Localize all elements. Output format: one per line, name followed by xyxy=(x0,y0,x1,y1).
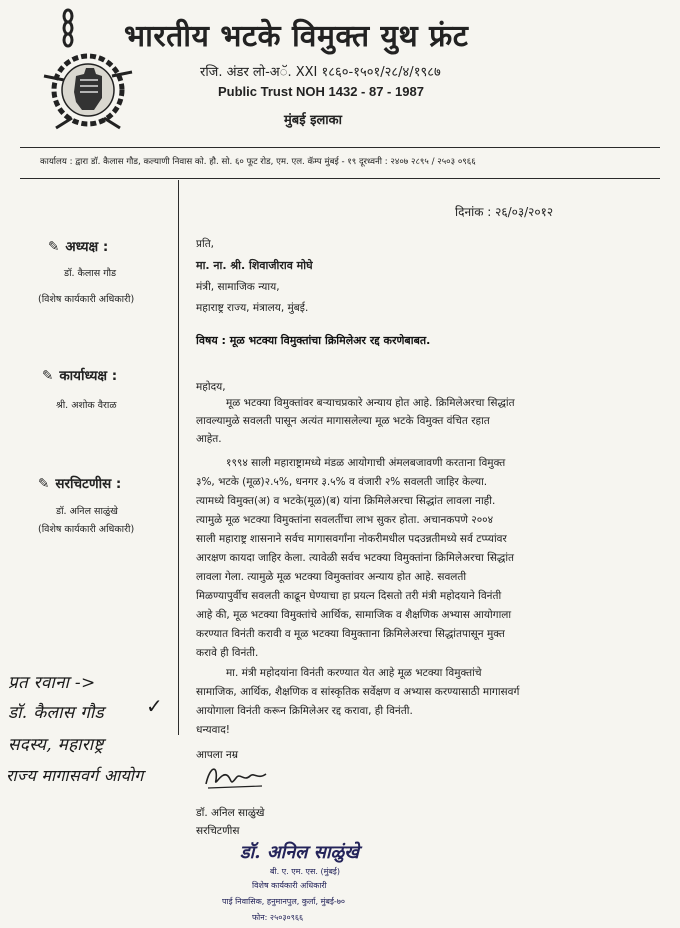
region-label: मुंबई इलाका xyxy=(284,113,343,128)
letter-subject: विषय : मूळ भटक्या विमुक्तांचा क्रिमिलेअर रद्द करणेबाबत. xyxy=(196,334,431,347)
role-president xyxy=(48,237,108,255)
recipient-line: मंत्री, सामाजिक न्याय, xyxy=(196,281,280,293)
recipient-line: महाराष्ट्र राज्य, मंत्रालय, मुंबई. xyxy=(196,302,309,314)
salutation: महोदय, xyxy=(196,381,226,393)
general-secretary-name: डॉ. अनिल साळुंखे xyxy=(56,506,118,517)
body-line: १९९४ साली महाराष्ट्रामध्ये मंडळ आयोगाची अंमलबजावणी करताना विमुक्त xyxy=(226,457,506,469)
stamp-line: बी. ए. एम. एस. (मुंबई) xyxy=(270,867,340,876)
check-mark-icon: ✓ xyxy=(146,694,163,718)
body-line: सामाजिक, आर्थिक, शैक्षणिक व सांस्कृतिक सर्वेक्षण व अभ्यास करण्यासाठी मागासवर्ग xyxy=(196,686,520,698)
body-line: आहेत. xyxy=(196,433,222,445)
handwritten-line: डॉ. कैलास गौड xyxy=(8,703,104,723)
body-line: आरक्षण कायदा जाहिर केला. त्यावेळी सर्वच भटक्या विमुक्तांना क्रिमिलेअरचा सिद्धांत xyxy=(196,552,515,564)
president-name: डॉ. कैलास गौड xyxy=(64,268,117,279)
pen-icon: ✎ xyxy=(38,476,50,492)
stamp-line: विशेष कार्यकारी अधिकारी xyxy=(252,881,327,890)
body-line: त्यामुळे मूळ भटक्या विमुक्तांना सवलतींचा लाभ सुकर होता. अचानकपणे २००४ xyxy=(196,514,494,526)
body-line: आहे की, मूळ भटक्या विमुक्तांचे आर्थिक, सामाजिक व शैक्षणिक अभ्यास आयोगाला xyxy=(196,609,512,621)
signatory-title: सरचिटणीस xyxy=(196,825,240,837)
stamp-line: पाई निवासिक, हनुमानपुल, कुर्ला, मुंबई-७० xyxy=(222,897,346,906)
handwritten-line: राज्य मागासवर्ग आयोग xyxy=(6,766,144,785)
body-line: करावे ही विनंती. xyxy=(196,647,259,659)
body-line: मूळ भटक्या विमुक्तांवर बऱ्याचप्रकारे अन्याय होत आहे. क्रिमिलेअरचा सिद्धांत xyxy=(226,397,515,409)
president-title: (विशेष कार्यकारी अधिकारी) xyxy=(38,294,135,305)
registration-number: रजि. अंडर लो-अॅ. XXI १८६०-१५०१/२८/४/१९८७ xyxy=(200,65,441,80)
role-label: सरचिटणीस : xyxy=(55,476,122,492)
public-trust-number: Public Trust NOH 1432 - 87 - 1987 xyxy=(218,84,424,99)
recipient-line: प्रति, xyxy=(196,238,215,250)
body-line: मिळण्यापुर्वीच सवलती काढून घेण्याचा हा प्रयत्न दिसतो तरी मंत्री महोदयाने विनंती xyxy=(196,590,502,602)
body-line: लावल्यामुळे सवलती पासून अत्यंत मागासलेल्या मूळ भटके विमुक्त वंचित रहात xyxy=(196,415,490,427)
signatory-name: डॉ. अनिल साळुंखे xyxy=(196,807,265,819)
body-line: आयोगाला विनंती करून क्रिमिलेअर रद्द करावा, ही विनंती. xyxy=(196,705,413,717)
body-line: लावला गेला. त्यामुळे मूळ भटक्या विमुक्तांवर अन्याय होत आहे. सवलती xyxy=(196,571,467,583)
role-general-secretary xyxy=(38,474,121,492)
organization-logo xyxy=(36,6,136,134)
stamp-name: डॉ. अनिल साळुंखे xyxy=(240,842,359,863)
body-line: ३%, भटके (मूळ)२.५%, धनगर ३.५% व वंजारी २% सवलती जाहिर केल्या. xyxy=(196,476,488,488)
sidebar-divider xyxy=(178,180,179,735)
pen-icon: ✎ xyxy=(48,239,60,255)
body-line: करण्यात विनंती करावी व मूळ भटक्या विमुक्ताना क्रिमिलेअरचा सिद्धांतपासून मुक्त xyxy=(196,628,505,640)
body-line: साली महाराष्ट्र शासनाने सर्वच मागासवर्गांना नोकरीमधील पदउन्नतीमध्ये सर्व टप्प्यांवर xyxy=(196,533,507,545)
stamp-line: फोन: २५०३०९६६ xyxy=(252,913,304,922)
organization-name: भारतीय भटके विमुक्त युथ फ्रंट xyxy=(124,19,469,54)
general-secretary-title: (विशेष कार्यकारी अधिकारी) xyxy=(38,524,135,535)
letter-date: दिनांक : २६/०३/२०१२ xyxy=(455,205,554,219)
closing: आपला नम्र xyxy=(196,749,238,761)
handwritten-line: सदस्य, महाराष्ट्र xyxy=(8,735,104,755)
role-label: अध्यक्ष : xyxy=(65,239,109,255)
office-address: कार्यालय : द्वारा डॉ. कैलास गौड, कल्याणी निवास को. हौ. सो. ६० फूट रोड, एम. एल. कॅम्प मुंबई - १९ दूरध्वनी : २४०७ २८९५ / २५०३ ०९६६ xyxy=(40,157,476,167)
handwritten-line: प्रत रवाना -> xyxy=(8,673,96,693)
working-president-name: श्री. अशोक वैराळ xyxy=(56,400,117,411)
signature-image xyxy=(200,758,276,794)
header-divider-top xyxy=(20,147,660,148)
recipient-name: मा. ना. श्री. शिवाजीराव मोघे xyxy=(196,259,313,272)
role-label: कार्याध्यक्ष : xyxy=(59,368,118,384)
body-line: धन्यवाद! xyxy=(196,724,230,736)
body-line: मा. मंत्री महोदयांना विनंती करण्यात येत आहे मूळ भटक्या विमुक्तांचे xyxy=(226,667,482,679)
body-line: त्यामध्ये विमुक्त(अ) व भटके(मूळ)(ब) यांना क्रिमिलेअरचा सिद्धांत लावला नाही. xyxy=(196,495,496,507)
role-working-president xyxy=(42,366,117,384)
pen-icon: ✎ xyxy=(42,368,54,384)
header-divider-bottom xyxy=(20,178,660,179)
